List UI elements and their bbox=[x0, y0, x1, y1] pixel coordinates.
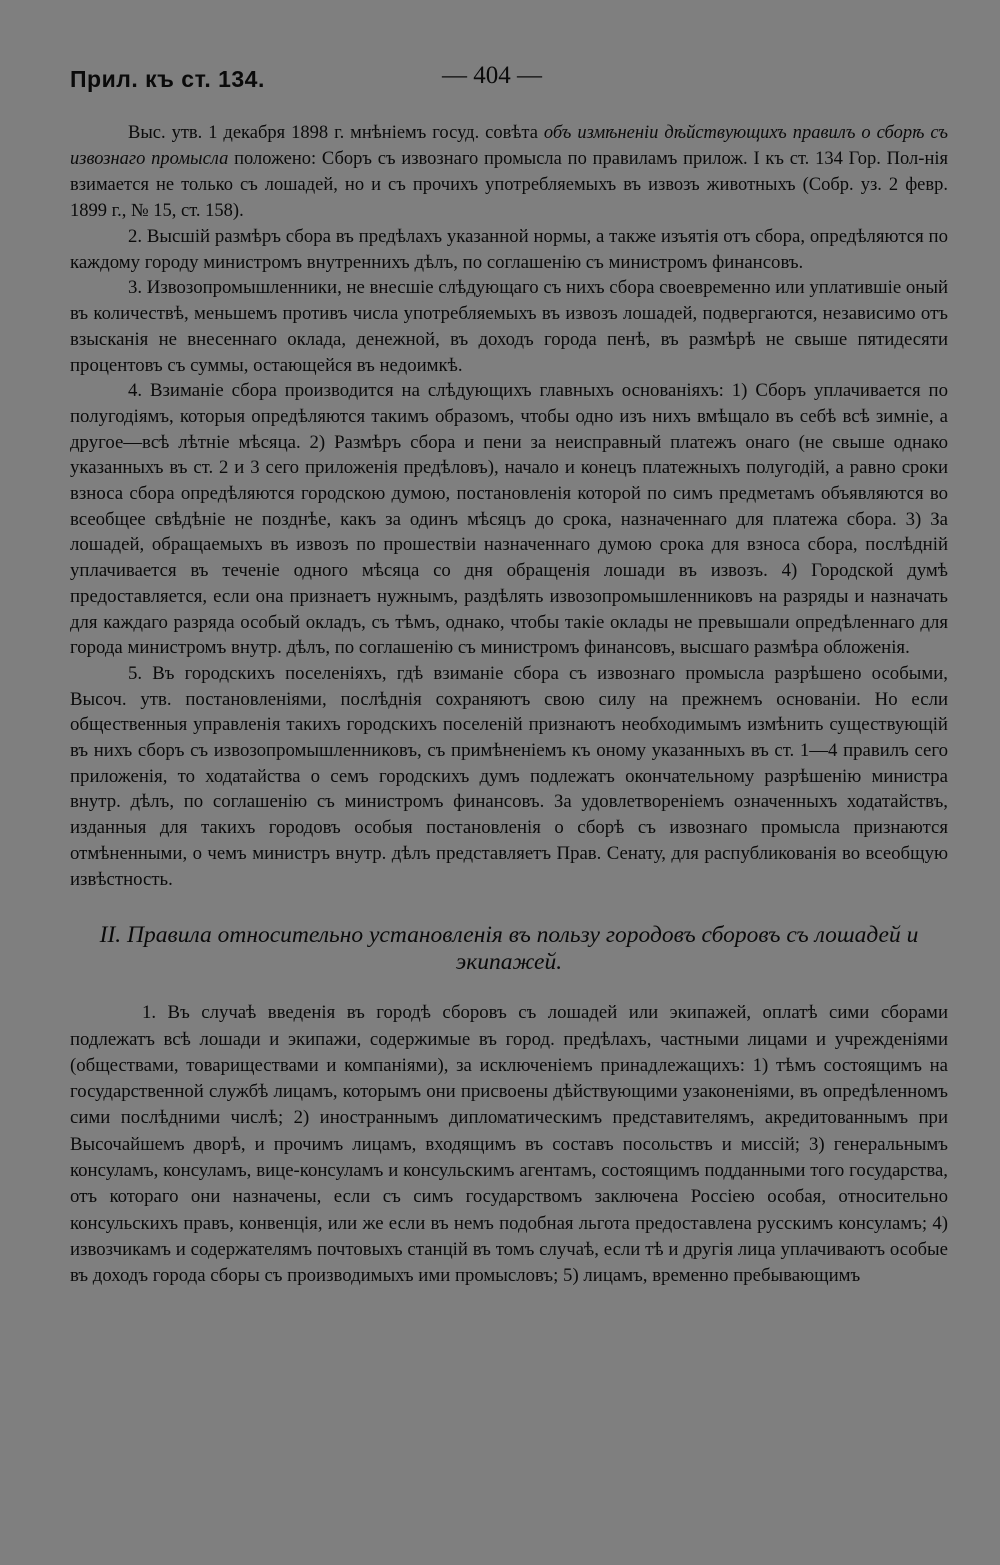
article-reference: Прил. къ ст. 134. bbox=[70, 66, 265, 92]
section-title: II. Правила относительно установленія въ пользу городовъ сборовъ съ лошадей и экипажей. bbox=[99, 922, 919, 976]
paragraph-4: 4. Взиманіе сбора производится на слѣдующихъ главныхъ основаніяхъ: 1) Сборъ уплачивается по полугодіямъ, которыя опредѣляются такимъ образомъ, чтобы одно изъ нихъ вмѣщало въ себѣ всѣ зимніе, а другое—всѣ лѣтніе мѣсяца. 2) Размѣръ сбора и пени за неисправный платежъ онаго (не свыше однако указанныхъ въ ст. 2 и 3 сего приложенія предѣловъ), начало и конецъ платежныхъ полугодій, а равно сроки взноса сбора опредѣляются городскою думою, постановленія которой по симъ предметамъ объявляются во всеобщее свѣдѣніе не позднѣе, какъ за одинъ мѣсяцъ до срока, назначеннаго для платежа сбора. 3) За лошадей, обращаемыхъ въ извозъ по прошествіи назначеннаго думою срока для взноса сбора, послѣдній уплачивается въ теченіе одного мѣсяца со дня обращенія лошади въ извозъ. 4) Городской думѣ предоставляется, если она признаетъ нужнымъ, раздѣлять извозопромышленниковъ на разряды и назначать для каждаго разряда особый окладъ, съ тѣмъ, однако, чтобы такіе оклады не превышали опредѣленнаго для города министромъ внутр. дѣлъ, по соглашенію съ министромъ финансовъ, высшаго размѣра обложенія. bbox=[70, 380, 948, 659]
paragraph-2: 2. Высшій размѣръ сбора въ предѣлахъ указанной нормы, а также изъятія отъ сбора, опредѣляются по каждому городу министромъ внутреннихъ дѣлъ, по соглашенію съ министромъ финансовъ. bbox=[70, 226, 948, 273]
lead-prefix: Выс. утв. 1 декабря 1898 г. мнѣніемъ госуд. совѣта bbox=[128, 123, 544, 143]
paragraph-3: 3. Извозопромышленники, не внесшіе слѣдующаго съ нихъ сбора своевременно или уплатившіе оный въ количествѣ, меньшемъ противъ числа употребляемыхъ въ извозъ лошадей, подвергаются, независимо отъ взысканія не внесеннаго оклада, денежной, въ доходъ города пенѣ, въ размѣрѣ не свыше пятидесяти процентовъ съ суммы, остающейся въ недоимкѣ. bbox=[70, 277, 948, 376]
page-header bbox=[70, 62, 948, 102]
lead-suffix: положено: Сборъ съ извознаго промысла по правиламъ прилож. I къ ст. 134 Гор. Пол-нія взимается не только съ лошадей, но и съ прочихъ употребляемыхъ въ извозъ животныхъ (Собр. уз. 2 февр. 1899 г., № 15, ст. 158). bbox=[70, 149, 948, 221]
lead-paragraph bbox=[70, 120, 948, 224]
section-paragraph-1: 1. Въ случаѣ введенія въ городѣ сборовъ съ лошадей или экипажей, оплатѣ сими сборами подлежатъ всѣ лошади и экипажи, содержимые въ город. предѣлахъ, частными лицами и учрежденіями (обществами, товариществами и компаніями), за исключеніемъ принадлежащихъ: 1) тѣмъ состоящимъ на государственной службѣ лицамъ, которымъ они присвоены дѣйствующими узаконеніями, въ опредѣленномъ сими послѣдними числѣ; 2) иностраннымъ дипломатическимъ представителямъ, акредитованнымъ при Высочайшемъ дворѣ, и прочимъ лицамъ, входящимъ въ составъ посольствъ и миссій; 3) генеральнымъ консуламъ, консуламъ, вице-консуламъ и консульскимъ агентамъ, состоящимъ подданными того государства, отъ котораго они назначены, если съ симъ государствомъ заключена Россіею особая, относительно консульскихъ правъ, конвенція, или же если въ немъ подобная льгота предоставлена русскимъ консуламъ; 4) извозчикамъ и содержателямъ почтовыхъ станцій въ томъ случаѣ, если тѣ и другія лица уплачиваютъ особые въ доходъ города сборы съ производимыхъ ими промысловъ; 5) лицамъ, временно пребывающимъ bbox=[70, 1002, 948, 1287]
lead-title: объ измѣненіи дѣйствующихъ правилъ о сборѣ съ извознаго промысла bbox=[70, 123, 948, 169]
page-number: — 404 — bbox=[442, 62, 542, 89]
paragraph-5: 5. Въ городскихъ поселеніяхъ, гдѣ взиманіе сбора съ извознаго промысла разрѣшено особыми, Высоч. утв. постановленіями, послѣднія сохраняютъ свою силу на прежнемъ основаніи. Но если общественныя управленія такихъ городскихъ поселеній признаютъ необходимымъ измѣнить существующій въ нихъ сборъ съ извозопромышленниковъ, съ примѣненіемъ къ оному указанныхъ въ ст. 1—4 правилъ сего приложенія, то ходатайства о семъ городскихъ думъ подлежатъ окончательному разрѣшенію министра внутр. дѣлъ, по соглашенію съ министромъ финансовъ. За удовлетвореніемъ означенныхъ ходатайствъ, изданныя для такихъ городовъ особыя постановленія о сборѣ съ извознаго промысла признаются отмѣненными, о чемъ министръ внутр. дѣлъ представляетъ Прав. Сенату, для распубликованія во всеобщую извѣстность. bbox=[70, 662, 948, 890]
